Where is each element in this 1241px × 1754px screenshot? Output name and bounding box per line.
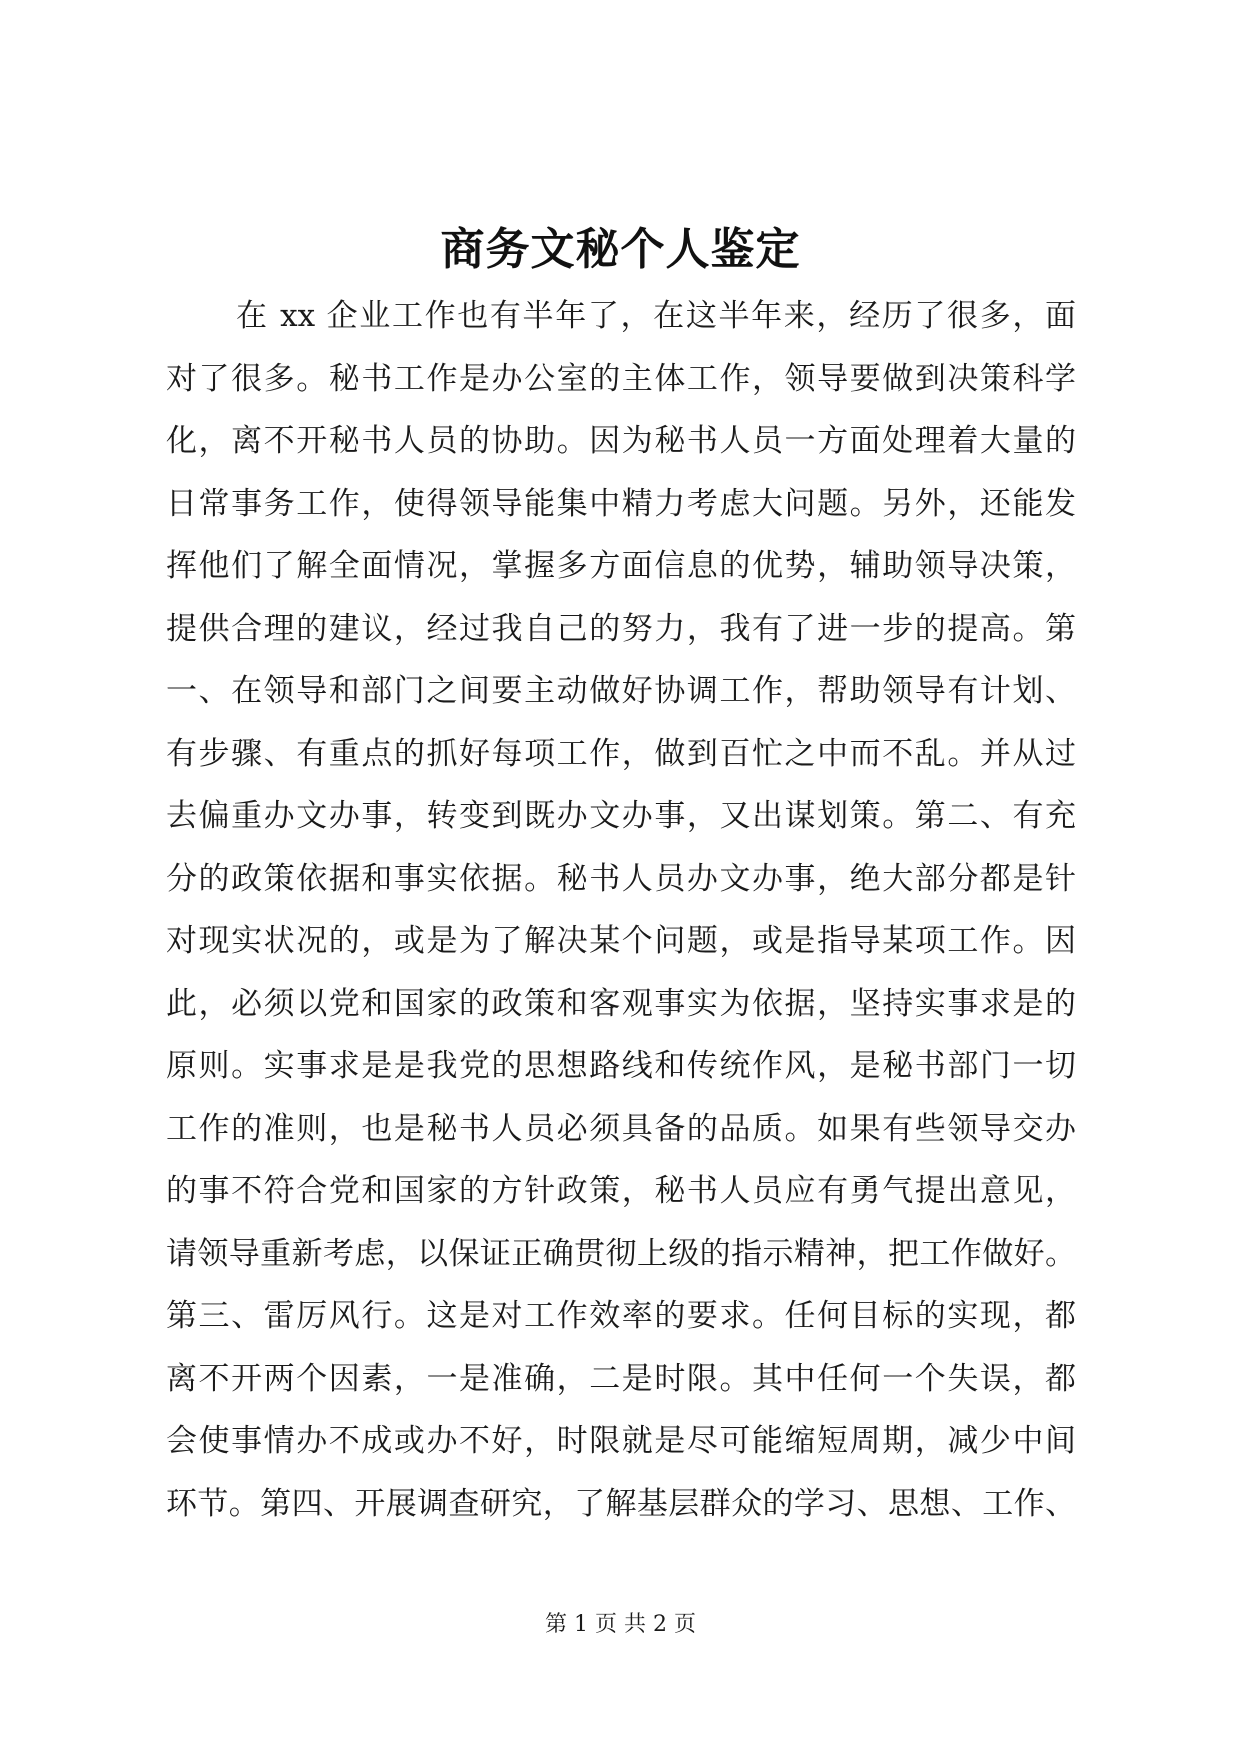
body-line: 环节。第四、开展调查研究，了解基层群众的学习、思想、工作、: [166, 1485, 1076, 1522]
body-line: 请领导重新考虑，以保证正确贯彻上级的指示精神，把工作做好。: [166, 1235, 1076, 1272]
body-line: 去偏重办文办事，转变到既办文办事，又出谋划策。第二、有充: [166, 798, 1076, 834]
document-title: 商务文秘个人鉴定: [440, 224, 801, 275]
body-line: 有步骤、有重点的抓好每项工作，做到百忙之中而不乱。并从过: [166, 735, 1076, 772]
body-line: 离不开两个因素，一是准确，二是时限。其中任何一个失误，都: [166, 1360, 1076, 1397]
body-line: 的事不符合党和国家的方针政策，秘书人员应有勇气提出意见，: [166, 1173, 1076, 1209]
body-line: 第三、雷厉风行。这是对工作效率的要求。任何目标的实现，都: [166, 1298, 1076, 1334]
body-line: 对了很多。秘书工作是办公室的主体工作，领导要做到决策科学: [166, 360, 1076, 397]
body-line: 分的政策依据和事实依据。秘书人员办文办事，绝大部分都是针: [166, 860, 1076, 897]
body-line: 工作的准则，也是秘书人员必须具备的品质。如果有些领导交办: [166, 1110, 1076, 1147]
body-line: 在 xx 企业工作也有半年了，在这半年来，经历了很多，面: [236, 298, 1076, 334]
body-line: 一、在领导和部门之间要主动做好协调工作，帮助领导有计划、: [166, 673, 1076, 709]
document-body: [166, 285, 1076, 1535]
body-line: 对现实状况的，或是为了解决某个问题，或是指导某项工作。因: [166, 923, 1076, 959]
page-number-footer: 第 1 页 共 2 页: [545, 1612, 696, 1637]
body-line: 挥他们了解全面情况，掌握多方面信息的优势，辅助领导决策，: [166, 548, 1076, 584]
body-line: 此，必须以党和国家的政策和客观事实为依据，坚持实事求是的: [166, 985, 1076, 1022]
body-line: 化，离不开秘书人员的协助。因为秘书人员一方面处理着大量的: [166, 423, 1076, 459]
body-line: 提供合理的建议，经过我自己的努力，我有了进一步的提高。第: [166, 610, 1076, 647]
body-line: 日常事务工作，使得领导能集中精力考虑大问题。另外，还能发: [166, 485, 1076, 522]
body-line: 会使事情办不成或办不好，时限就是尽可能缩短周期，减少中间: [166, 1423, 1076, 1459]
body-line: 原则。实事求是是我党的思想路线和传统作风，是秘书部门一切: [166, 1048, 1076, 1084]
